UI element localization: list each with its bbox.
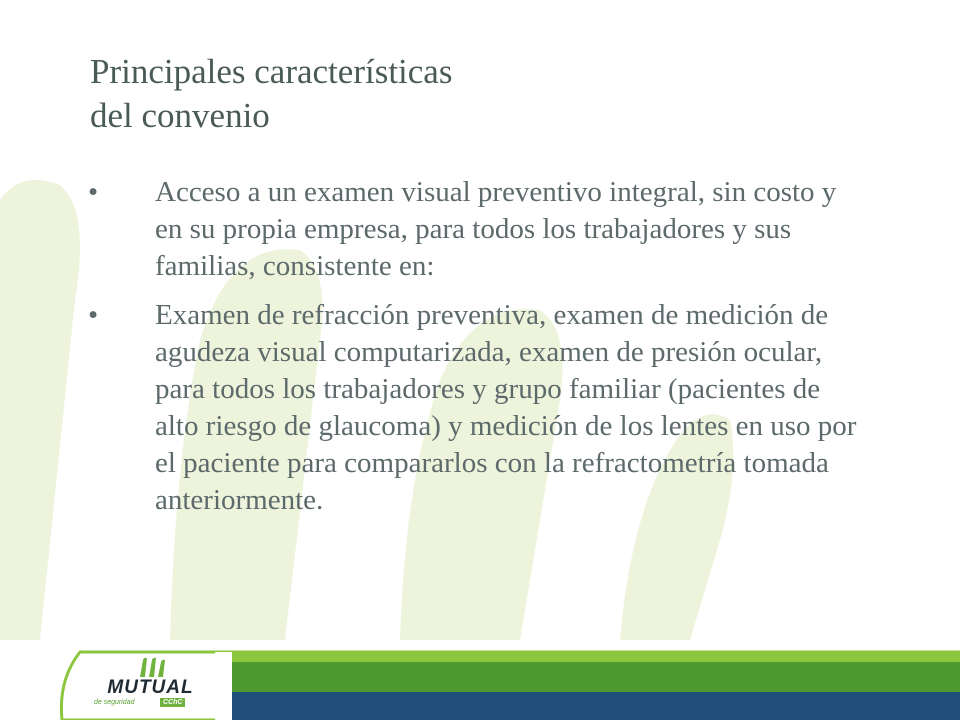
mutual-logo-tagline: de seguridad: [94, 699, 135, 706]
bullet-item-exams: [0, 297, 870, 519]
mutual-logo-mark-icon: [138, 656, 168, 678]
mutual-logo-wordmark: MUTUAL: [107, 677, 194, 698]
mutual-logo: [88, 654, 213, 714]
mutual-logo-badge: CChC: [160, 698, 185, 707]
bullet-list: [0, 174, 960, 531]
bullet-item-access: [0, 174, 870, 285]
slide-title-line-2: del convenio: [90, 96, 270, 135]
slide-title-line-1: Principales características: [90, 52, 453, 91]
bullet-dot-icon: •: [88, 176, 99, 208]
bullet-text-exams: Examen de refracción preventiva, examen de medición de agudeza visual computarizada, examen de presión ocular, para todos los trabajadores y grupo familiar (pacientes de alto riesgo de glaucoma) y medición de los lentes en uso por el paciente para compararlos con la refractometría tomada anteriormente.: [155, 299, 857, 516]
bullet-dot-icon: •: [88, 299, 99, 331]
bullet-text-access: Acceso a un examen visual preventivo integral, sin costo y en su propia empresa, para todos los trabajadores y sus familias, consistente en:: [155, 176, 837, 282]
slide-title: [90, 50, 452, 138]
